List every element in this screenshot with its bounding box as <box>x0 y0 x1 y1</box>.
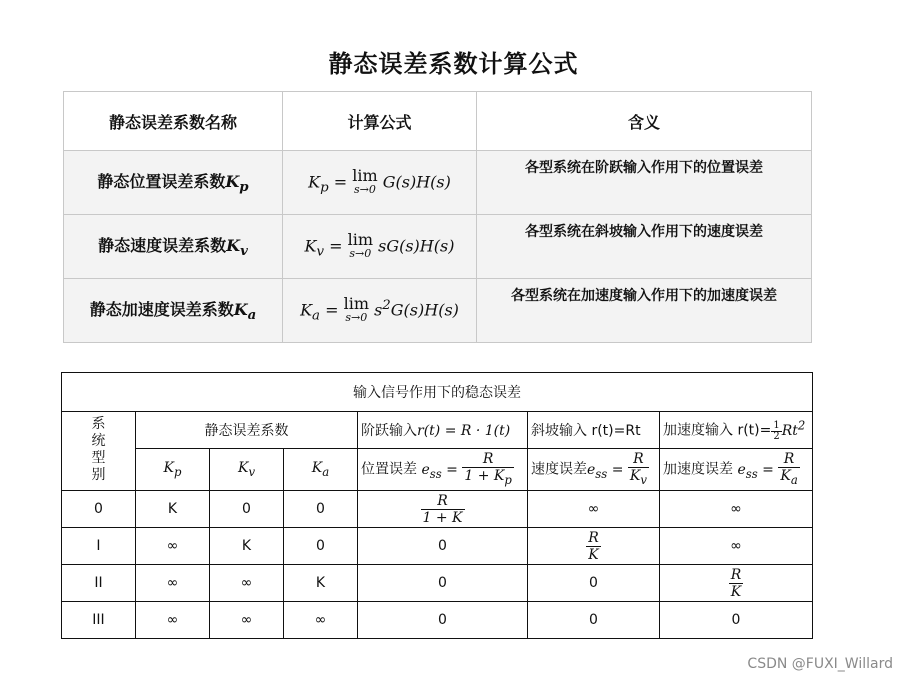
table-row <box>62 602 813 639</box>
acc-error-cell: 0 <box>660 602 813 639</box>
kv-cell: ∞ <box>210 565 284 602</box>
table-row <box>62 528 813 565</box>
step-error-cell: 0 <box>358 602 528 639</box>
table-row <box>62 565 813 602</box>
meaning-cell: 各型系统在阶跃输入作用下的位置误差 <box>477 151 812 215</box>
acc-error-cell: $\frac{R}{K}$ <box>660 565 813 602</box>
kp-cell: K <box>136 491 210 528</box>
watermark: CSDN @FUXI_Willard <box>747 656 893 672</box>
acc-input-header: 加速度输入 r(t)= $\frac{1}{2}$ Rt$^2$ <box>660 412 813 449</box>
step-input-header: 阶跃输入r(t) = R · 1(t) <box>358 412 528 449</box>
coef-header: 静态误差系数 <box>136 412 358 449</box>
table-row <box>64 151 812 215</box>
acc-error-header: 加速度误差 $e_{ss}$ = $\frac{R}{K_a}$ <box>660 449 813 491</box>
row-name-cell: 静态位置误差系数$K_p$ <box>64 151 283 215</box>
type-cell: 0 <box>62 491 136 528</box>
col-header-formula: 计算公式 <box>283 92 477 151</box>
meaning-cell: 各型系统在加速度输入作用下的加速度误差 <box>477 279 812 343</box>
table-row <box>64 279 812 343</box>
ramp-error-cell: $\frac{R}{K}$ <box>528 528 660 565</box>
row-name-cell: 静态加速度误差系数$K_a$ <box>64 279 283 343</box>
formula-kv: $K_v = \lim$ s→0 sG(s)H(s) <box>283 215 477 279</box>
formula-kp: $K_p = \lim$ s→0 G(s)H(s) <box>283 151 477 215</box>
table-row <box>62 491 813 528</box>
ka-cell: K <box>284 565 358 602</box>
step-error-cell: 0 <box>358 528 528 565</box>
row-name-cell: 静态速度误差系数$K_v$ <box>64 215 283 279</box>
ramp-error-cell: 0 <box>528 602 660 639</box>
kp-cell: ∞ <box>136 602 210 639</box>
type-cell: III <box>62 602 136 639</box>
table-caption: 输入信号作用下的稳态误差 <box>62 373 813 412</box>
pos-error-header: 位置误差 $e_{ss}$ = $\frac{R}{1 + K_p}$ <box>358 449 528 491</box>
kv-cell: ∞ <box>210 602 284 639</box>
meaning-cell: 各型系统在斜坡输入作用下的速度误差 <box>477 215 812 279</box>
kv-cell: 0 <box>210 491 284 528</box>
acc-error-cell: ∞ <box>660 491 813 528</box>
ka-cell: 0 <box>284 528 358 565</box>
table-row <box>64 215 812 279</box>
ka-cell: 0 <box>284 491 358 528</box>
ramp-error-cell: 0 <box>528 565 660 602</box>
ka-header: $K_a$ <box>284 449 358 491</box>
step-error-cell: $\frac{R}{1 + K}$ <box>358 491 528 528</box>
type-cell: II <box>62 565 136 602</box>
ramp-input-header: 斜坡输入 r(t)=Rt <box>528 412 660 449</box>
coefficient-formula-table <box>63 91 812 343</box>
ramp-error-cell: ∞ <box>528 491 660 528</box>
kv-cell: K <box>210 528 284 565</box>
page-title: 静态误差系数计算公式 <box>328 50 579 78</box>
type-cell: I <box>62 528 136 565</box>
steady-state-error-table <box>61 372 813 639</box>
formula-ka: $K_a = \lim$ s→0 $s^2G(s)H(s)$ <box>283 279 477 343</box>
kp-cell: ∞ <box>136 528 210 565</box>
step-error-cell: 0 <box>358 565 528 602</box>
kp-cell: ∞ <box>136 565 210 602</box>
kp-header: $K_p$ <box>136 449 210 491</box>
ka-cell: ∞ <box>284 602 358 639</box>
col-header-name: 静态误差系数名称 <box>64 92 283 151</box>
col-header-meaning: 含义 <box>477 92 812 151</box>
system-type-header: 系统型别 <box>62 412 136 491</box>
kv-header: $K_v$ <box>210 449 284 491</box>
vel-error-header: 速度误差$e_{ss}$ = $\frac{R}{K_v}$ <box>528 449 660 491</box>
acc-error-cell: ∞ <box>660 528 813 565</box>
